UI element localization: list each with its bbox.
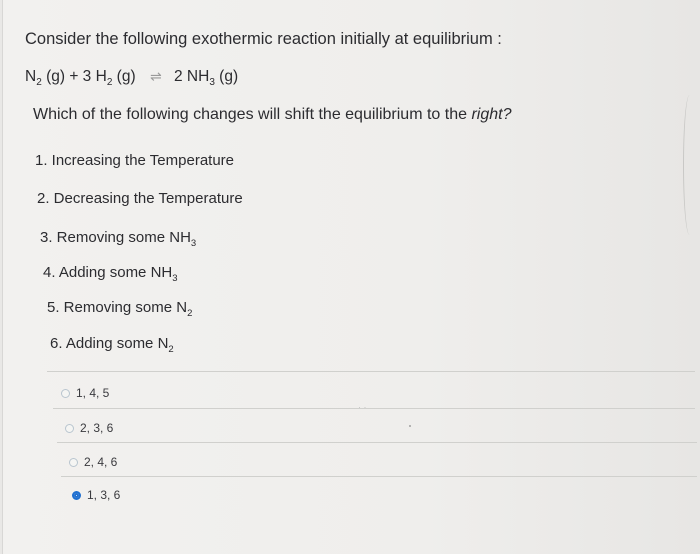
option-formula: N <box>157 335 169 352</box>
option-6 <box>50 335 174 355</box>
reactant-h-subscript: 2 <box>106 77 113 89</box>
option-5 <box>47 299 192 319</box>
equilibrium-arrow-icon: ⇌ <box>149 68 162 84</box>
answer-label: 2, 3, 6 <box>80 421 114 435</box>
divider <box>57 442 697 443</box>
option-subscript: 3 <box>172 273 178 284</box>
divider <box>47 371 695 372</box>
answer-choice-3[interactable] <box>69 455 117 469</box>
option-1 <box>35 152 234 169</box>
dot-mark <box>409 425 411 427</box>
reactant-n: N <box>25 68 37 85</box>
answer-choice-2[interactable] <box>65 421 113 435</box>
question-prompt <box>33 106 511 124</box>
option-subscript: 2 <box>168 344 174 355</box>
answer-label: 2, 4, 6 <box>84 455 118 469</box>
answer-label: 1, 4, 5 <box>76 386 110 400</box>
option-4 <box>43 264 178 284</box>
smudge-mark: · · <box>358 402 367 412</box>
reactant-h-prefix: (g) + 3 H <box>41 68 107 85</box>
radio-button[interactable] <box>65 424 74 433</box>
option-text: 4. Adding some <box>43 264 151 281</box>
divider <box>61 476 697 477</box>
option-text: 3. Removing some <box>40 229 170 246</box>
option-formula: N <box>176 299 188 316</box>
option-3 <box>40 229 196 249</box>
option-subscript: 2 <box>187 308 193 319</box>
option-formula: NH <box>169 229 191 246</box>
option-subscript: 3 <box>190 238 197 249</box>
prompt-emphasis: right? <box>471 106 512 123</box>
divider <box>53 408 695 409</box>
answer-choice-1[interactable] <box>61 386 109 400</box>
option-text: 5. Removing some <box>47 299 177 316</box>
reactant-h-state: (g) <box>112 68 136 85</box>
prompt-text: Which of the following changes will shift the equilibrium to the <box>33 106 472 123</box>
option-2 <box>37 190 243 207</box>
page-edge-shadow <box>683 95 696 235</box>
option-text: 1. Increasing the Temperature <box>35 152 235 169</box>
product-nh: 2 NH <box>173 68 210 85</box>
reactant-n-subscript: 2 <box>36 77 42 89</box>
option-text: 6. Adding some <box>50 335 158 352</box>
radio-button[interactable] <box>61 389 70 398</box>
answer-choice-4[interactable] <box>72 488 120 502</box>
answer-label: 1, 3, 6 <box>87 488 121 502</box>
question-intro: Consider the following exothermic reaction initially at equilibrium : <box>25 30 502 48</box>
question-card <box>2 0 700 554</box>
reaction-equation <box>25 68 238 88</box>
option-formula: NH <box>150 264 173 281</box>
radio-button[interactable] <box>69 458 78 467</box>
product-subscript: 3 <box>209 77 215 89</box>
product-state: (g) <box>214 68 239 85</box>
option-text: 2. Decreasing the Temperature <box>37 190 243 207</box>
radio-button-selected[interactable] <box>72 491 81 500</box>
